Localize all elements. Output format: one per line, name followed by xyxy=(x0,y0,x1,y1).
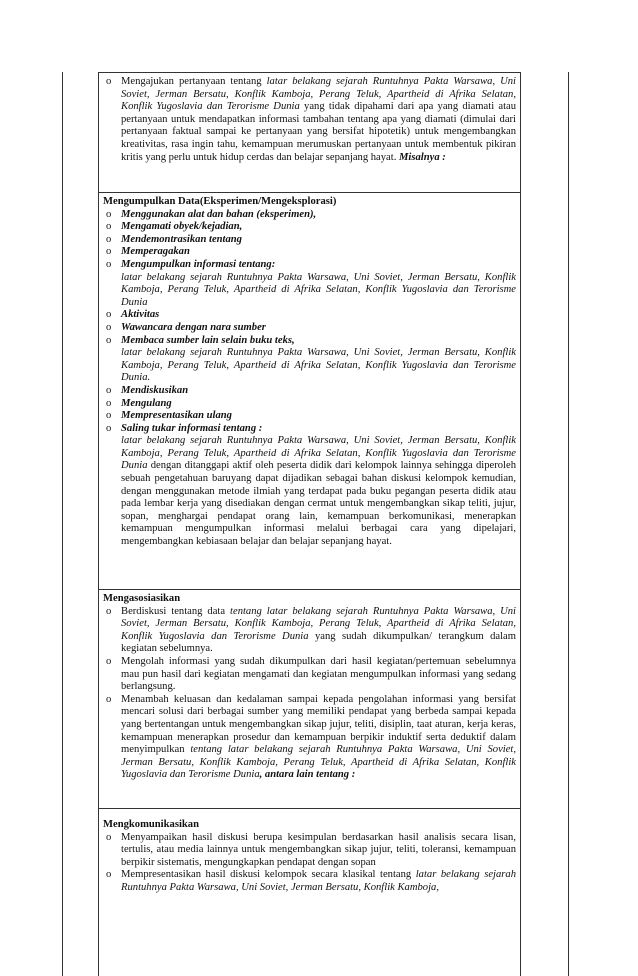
bullet-marker: o xyxy=(106,258,112,270)
item-label: Mengulang xyxy=(121,397,172,409)
list-item xyxy=(103,423,516,436)
item-topic: tentang latar belakang sejarah Runtuhnya Pakta Warsawa, Uni Soviet, Jerman Bersatu, Konflik Kamboja, Perang Teluk, Apartheid di Afrika Selatan, Konflik Yugoslavia dan Terorisme Dunia xyxy=(121,744,517,781)
list-item xyxy=(103,694,516,782)
item-label: Mendemontrasikan tentang xyxy=(121,233,242,245)
bullet-marker: o xyxy=(106,655,112,667)
item-label: Aktivitas xyxy=(121,309,160,321)
item-label: Membaca sumber lain selain buku teks, xyxy=(121,334,295,346)
item-text-rest: , antara lain tentang : xyxy=(259,769,356,781)
item-topic: tentang latar belakang sejarah Runtuhnya Pakta Warsawa, Uni Soviet, Jerman Bersatu, Konflik Kamboja, Perang Teluk, Apartheid di Afrika Selatan, Konflik Yugoslavia dan Terorisme Dunia xyxy=(121,605,516,642)
bullet-marker: o xyxy=(106,334,112,346)
bullet-marker: o xyxy=(106,422,112,434)
bullet-marker: o xyxy=(106,410,112,422)
item-detail: latar belakang sejarah Runtuhnya Pakta Warsawa, Uni Soviet, Jerman Bersatu, Konflik Kamboja, Perang Teluk, Apartheid di Afrika Selatan, Konflik Yugoslavia dan Terorisme Dunia xyxy=(121,271,516,308)
item-label: Mengamati obyek/kejadian, xyxy=(121,221,243,233)
list-item xyxy=(103,309,516,322)
item-text: Menambah keluasan dan kedalaman sampai kepada pengolahan informasi yang bersifat mencari solusi dari berbagai sumber yang memiliki pendapat yang berbeda sampai kepada yang bertentangan untuk mengembangkan sikap jujur, teliti, disiplin, taat aturan, kerja keras, kemampuan menerapkan prosedur dan kemampuan berpikir induktif serta deduktif dalam menyimpulkan xyxy=(121,693,516,756)
list-item xyxy=(103,322,516,335)
item-label: Saling tukar informasi tentang : xyxy=(121,422,263,434)
list-item xyxy=(103,385,516,398)
list-item xyxy=(103,335,516,348)
collecting-data-cell xyxy=(98,192,520,589)
table-border-left xyxy=(62,72,63,976)
questioning-cell xyxy=(98,72,520,192)
item-text-rest: yang sudah dikumpulkan/ terangkum dalam kegiatan sebelumnya. xyxy=(121,630,516,655)
item-label: Mendiskusikan xyxy=(121,384,189,396)
table-border-right xyxy=(568,72,569,976)
bullet-marker: o xyxy=(106,397,112,409)
bullet-marker: o xyxy=(106,208,112,220)
item-detail: latar belakang sejarah Runtuhnya Pakta Warsawa, Uni Soviet, Jerman Bersatu, Konflik Kamboja, Perang Teluk, Apartheid di Afrika Selatan, Konflik Yugoslavia dan Terorisme Dunia. xyxy=(121,347,516,384)
bullet-marker: o xyxy=(106,246,112,258)
list-item xyxy=(103,869,516,894)
list-item xyxy=(103,76,516,164)
exchange-topic: latar belakang sejarah Runtuhnya Pakta Warsawa, Uni Soviet, Jerman Bersatu, Konflik Kamboja, Perang Teluk, Apartheid di Afrika Selatan, Konflik Yugoslavia dan Terorisme Dunia xyxy=(121,435,516,472)
item-text: Berdiskusi tentang data xyxy=(121,605,231,617)
bullet-marker: o xyxy=(106,321,112,333)
item-text: Menyampaikan hasil diskusi berupa kesimpulan berdasarkan hasil analisis secara lisan, tertulis, atau media lainnya untuk mengembangkan sikap jujur, teliti, toleransi, kemampuan berpikir sistematis, mengungkapkan pendapat dengan sopan xyxy=(121,831,516,868)
bullet-marker: o xyxy=(106,605,112,617)
list-item xyxy=(103,832,516,870)
associating-cell xyxy=(98,589,520,808)
bullet-marker: o xyxy=(106,831,112,843)
list-item xyxy=(103,221,516,234)
question-text: Mengajukan pertanyaan tentang xyxy=(121,76,267,87)
bullet-marker: o xyxy=(106,693,112,705)
item-label: Mengumpulkan informasi tentang: xyxy=(121,258,276,270)
item-text: Mengolah informasi yang sudah dikumpulkan dari hasil kegiatan/pertemuan sebelumnya mau pun hasil dari kegiatan mengamati dan kegiatan mengumpulkan informasi yang sedang berlangsung. xyxy=(121,655,516,693)
question-topic: latar belakang sejarah Runtuhnya Pakta Warsawa, Uni Soviet, Jerman Bersatu, Konflik Kamboja, Perang Teluk, Apartheid di Afrika Selatan, Konflik Yugoslavia dan Terorisme Dunia xyxy=(121,76,516,113)
bullet-marker: o xyxy=(106,869,112,881)
item-text: Mempresentasikan hasil diskusi kelompok secara klasikal tentang xyxy=(121,869,416,881)
bullet-marker: o xyxy=(106,384,112,396)
list-item xyxy=(103,656,516,694)
item-label: Mempresentasikan ulang xyxy=(121,410,232,422)
bullet-marker: o xyxy=(106,221,112,233)
list-item xyxy=(103,259,516,272)
item-detail xyxy=(103,435,516,548)
item-label: Menggunakan alat dan bahan (eksperimen), xyxy=(121,208,317,220)
item-topic: latar belakang sejarah Runtuhnya Pakta Warsawa, Uni Soviet, Jerman Bersatu, Konflik Kamboja, xyxy=(121,869,517,893)
list-item xyxy=(103,398,516,411)
communicating-cell xyxy=(98,808,520,976)
list-item xyxy=(103,606,516,656)
bullet-marker: o xyxy=(106,309,112,321)
list-item xyxy=(103,234,516,247)
section-heading: Mengumpulkan Data(Eksperimen/Mengeksplorasi) xyxy=(103,196,337,207)
table-border-col2 xyxy=(520,72,521,976)
list-item xyxy=(103,209,516,222)
section-heading: Mengkomunikasikan xyxy=(103,819,199,830)
question-text-rest: yang tidak dipahami dari apa yang diamati atau pertanyaan untuk mendapatkan informasi tambahan tentang apa yang diamati (dimulai dari pertanyaan faktual sampai ke pertanyaan yang bersifat hipotetik) untuk mengembangkan kreativitas, rasa ingin tahu, kemampuan merumuskan pertanyaan untuk membentuk pikiran kritis yang perlu untuk hidup cerdas dan belajar sepanjang hayat. xyxy=(121,101,517,163)
example-label: Misalnya : xyxy=(399,151,446,163)
list-item xyxy=(103,410,516,423)
section-heading: Mengasosiasikan xyxy=(103,593,181,604)
list-item xyxy=(103,246,516,259)
item-label: Memperagakan xyxy=(121,246,190,258)
item-label: Wawancara dengan nara sumber xyxy=(121,321,266,333)
bullet-marker: o xyxy=(106,76,112,87)
exchange-text: dengan ditanggapi aktif oleh peserta didik dari kelompok lainnya sehingga diperoleh sebuah pengetahuan baruyang dapat dijadikan sebagai bahan diskusi kelompok kemudian, dengan menggunakan metode ilmiah yang terdapat pada buku pegangan peserta didik atau pada lembar kerja yang disediakan dengan cermat untuk mengembangkan sikap teliti, jujur, sopan, menghargai pendapat orang lain, kemampuan berkomunikasi, menerapkan kemampuan mengumpulkan informasi melalui berbagai cara yang dipelajari, mengembangkan kebiasaan belajar dan belajar sepanjang hayat. xyxy=(121,460,516,548)
bullet-marker: o xyxy=(106,233,112,245)
